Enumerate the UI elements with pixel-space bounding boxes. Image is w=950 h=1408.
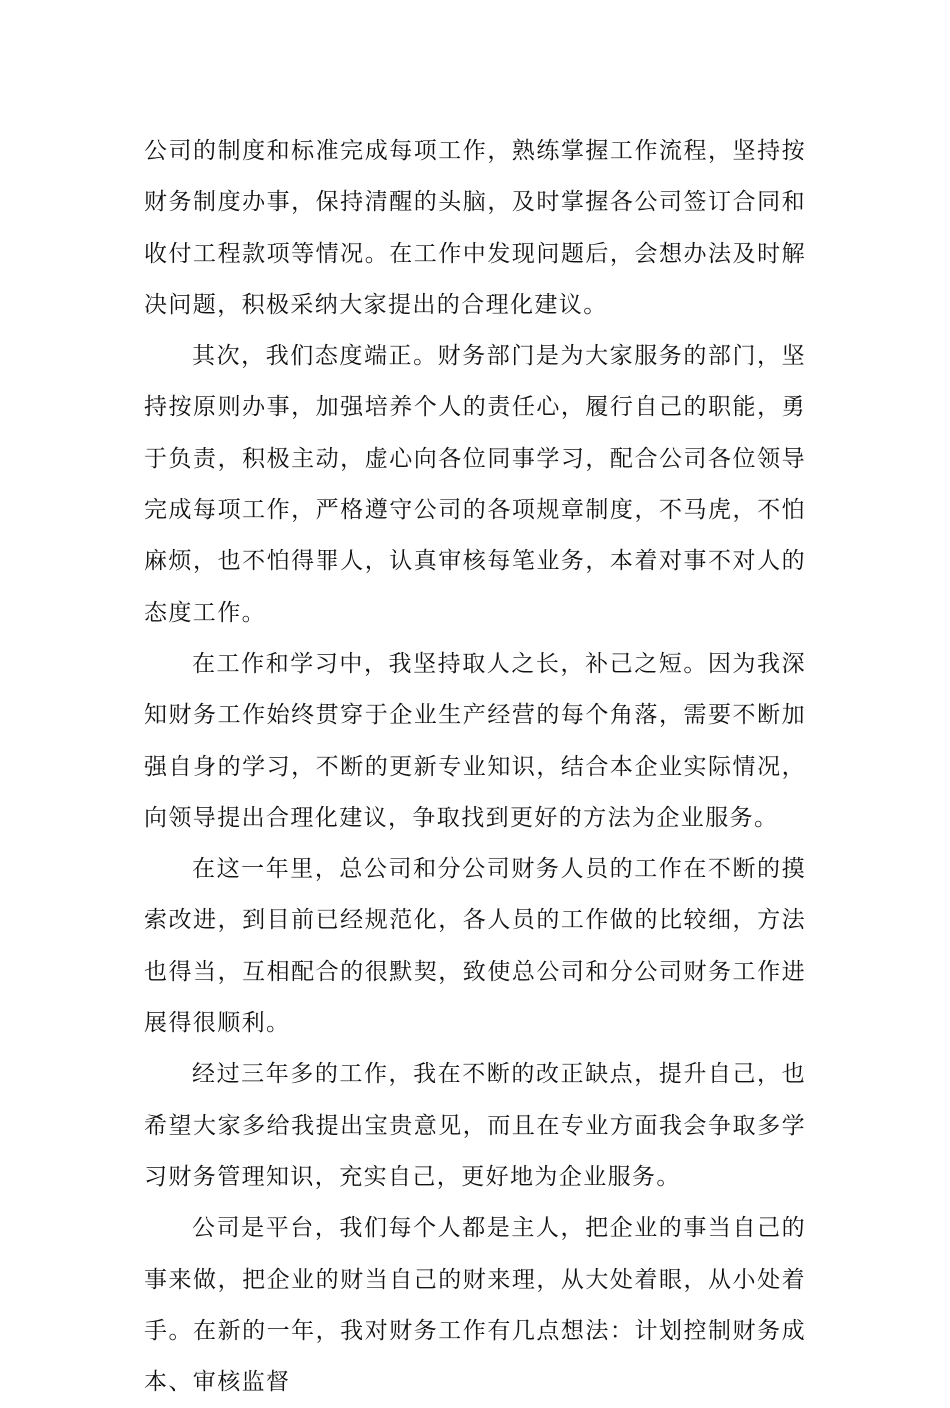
paragraph-4: 在这一年里，总公司和分公司财务人员的工作在不断的摸索改进，到目前已经规范化，各人员的工作做的比较细，方法也得当，互相配合的很默契，致使总公司和分公司财务工作进展得很顺利。 (144, 856, 806, 1037)
paragraph-1: 公司的制度和标准完成每项工作，熟练掌握工作流程，坚持按财务制度办事，保持清醒的头脑，及时掌握各公司签订合同和收付工程款项等情况。在工作中发现问题后，会想办法及时解决问题，积极采纳大家提出的合理化建议。 (144, 138, 806, 318)
document-body (144, 126, 806, 1408)
paragraph-2: 其次，我们态度端正。财务部门是为大家服务的部门，坚持按原则办事，加强培养个人的责任心，履行自己的职能，勇于负责，积极主动，虚心向各位同事学习，配合公司各位领导完成每项工作，严格遵守公司的各项规章制度，不马虎，不怕麻烦，也不怕得罪人，认真审核每笔业务，本着对事不对人的态度工作。 (144, 343, 806, 626)
paragraph-3: 在工作和学习中，我坚持取人之长，补己之短。因为我深知财务工作始终贯穿于企业生产经营的每个角落，需要不断加强自身的学习，不断的更新专业知识，结合本企业实际情况，向领导提出合理化建议，争取找到更好的方法为企业服务。 (144, 650, 806, 831)
paragraph-6: 公司是平台，我们每个人都是主人，把企业的事当自己的事来做，把企业的财当自己的财来理，从大处着眼，从小处着手。在新的一年，我对财务工作有几点想法：计划控制财务成本、审核监督 (144, 1215, 806, 1396)
paragraph-5: 经过三年多的工作，我在不断的改正缺点，提升自己，也希望大家多给我提出宝贵意见，而且在专业方面我会争取多学习财务管理知识，充实自己，更好地为企业服务。 (144, 1061, 806, 1190)
